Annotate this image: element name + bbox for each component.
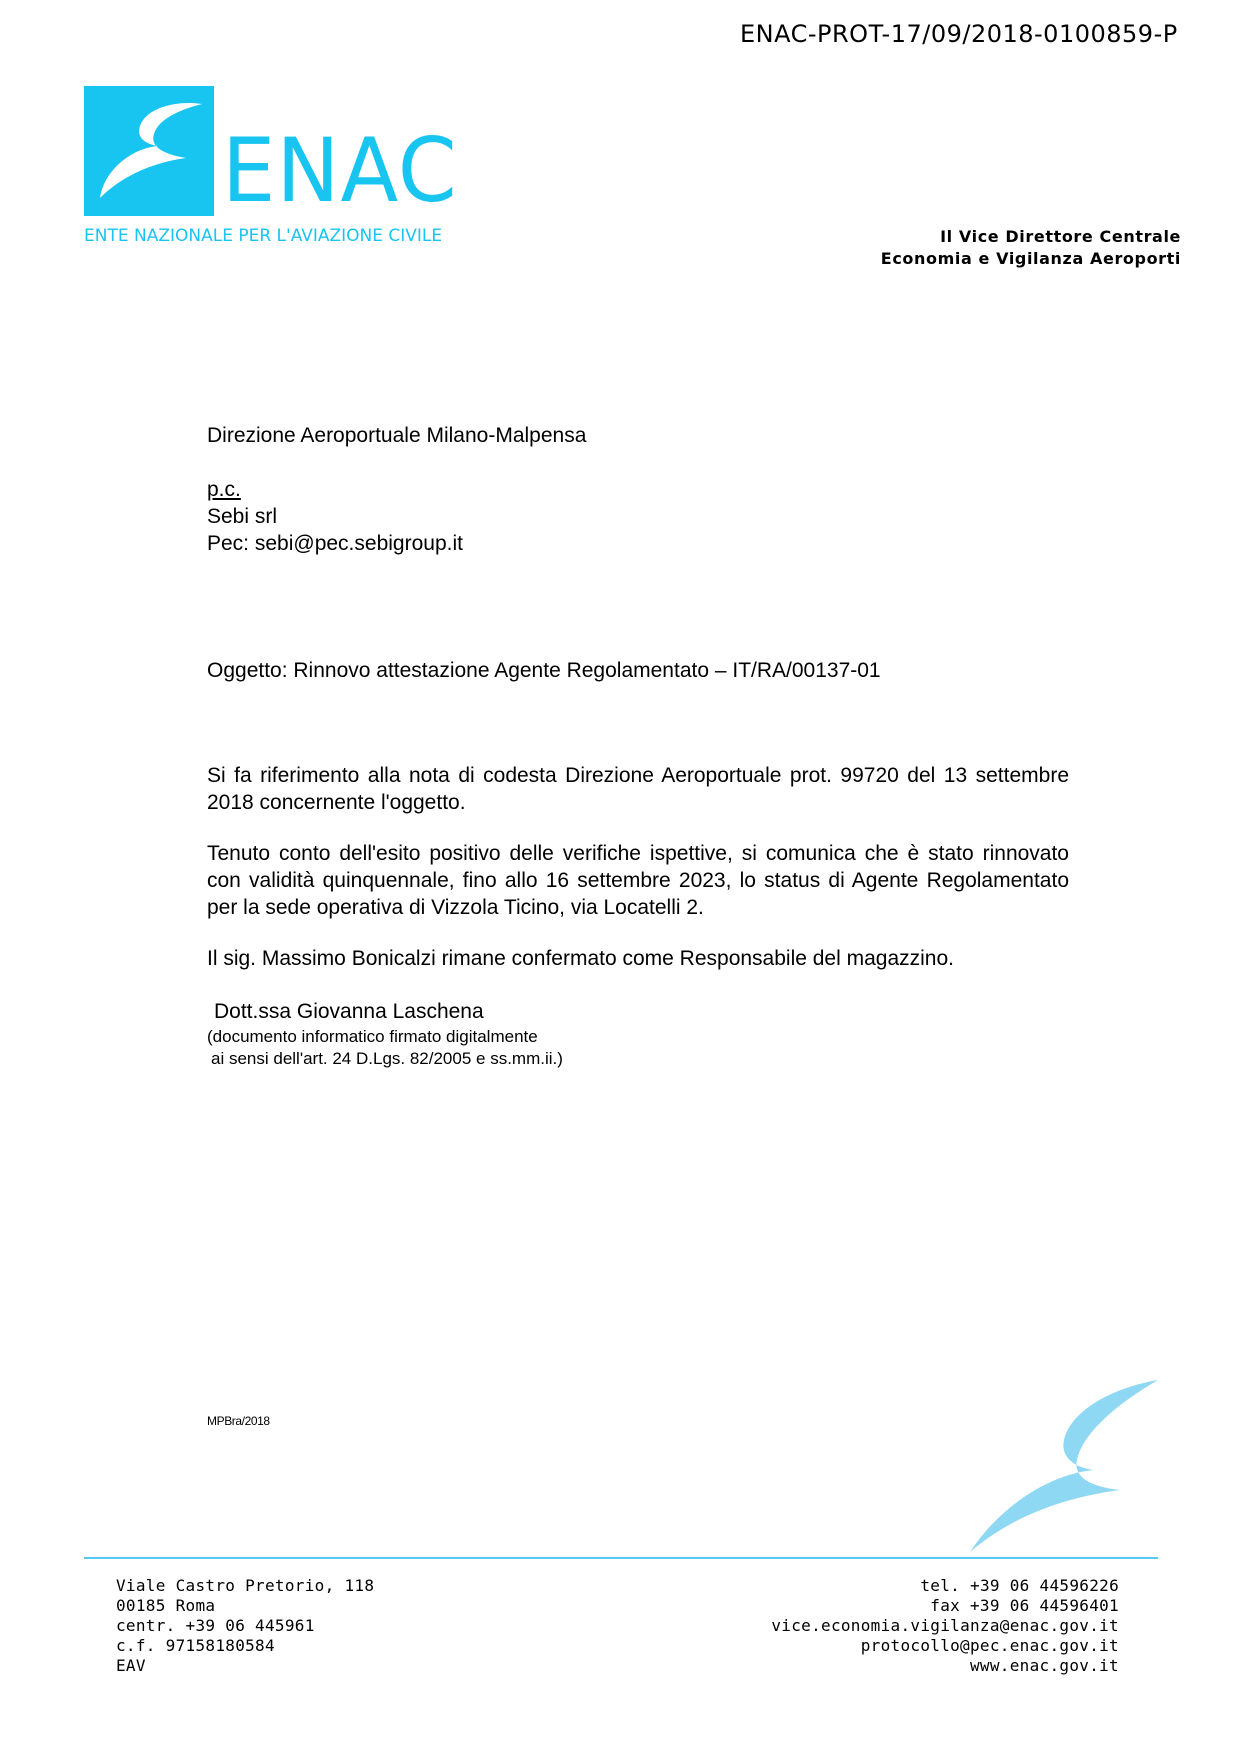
subject: Oggetto: Rinnovo attestazione Agente Regolamentato – IT/RA/00137-01	[207, 659, 881, 682]
footer-left-line: Viale Castro Pretorio, 118	[116, 1576, 375, 1595]
footer-pec[interactable]: protocollo@pec.enac.gov.it	[860, 1636, 1119, 1655]
footer-left-line: EAV	[116, 1656, 146, 1675]
footer-left-line: centr. +39 06 445961	[116, 1616, 315, 1635]
enac-logo-mark-icon	[84, 86, 214, 216]
signer-name: Dott.ssa Giovanna Laschena	[214, 1000, 484, 1023]
body-paragraph-2: Tenuto conto dell'esito positivo delle verifiche ispettive, si comunica che è stato rinnovato con validità quinquennale, fino allo 16 settembre 2023, lo status di Agente Regolamentato per la sede operativa di Vizzola Ticino, via Locatelli 2.	[207, 842, 1069, 919]
body-paragraph-3: Il sig. Massimo Bonicalzi rimane confermato come Responsabile del magazzino.	[207, 947, 954, 970]
enac-swoosh-icon	[960, 1378, 1160, 1558]
reference-code: MPBra/2018	[207, 1414, 270, 1428]
body-paragraph-1: Si fa riferimento alla nota di codesta Direzione Aeroportuale prot. 99720 del 13 settembre 2018 concernente l'oggetto.	[207, 764, 1069, 814]
office-heading	[881, 226, 1181, 270]
cc-name: Sebi srl	[207, 505, 278, 528]
footer-left-line: 00185 Roma	[116, 1596, 216, 1615]
footer-tel: tel. +39 06 44596226	[920, 1576, 1119, 1595]
footer-left-line: c.f. 97158180584	[116, 1636, 275, 1655]
logo-subtitle: ENTE NAZIONALE PER L'AVIAZIONE CIVILE	[84, 226, 443, 246]
recipient: Direzione Aeroportuale Milano-Malpensa	[207, 424, 587, 447]
signature-note-2: ai sensi dell'art. 24 D.Lgs. 82/2005 e ss.mm.ii.)	[211, 1049, 563, 1068]
footer-address	[116, 1576, 374, 1676]
footer-divider	[84, 1557, 1158, 1559]
office-line-2: Economia e Vigilanza Aeroporti	[880, 249, 1181, 268]
logo-word: ENAC	[222, 119, 458, 222]
office-line-1: Il Vice Direttore Centrale	[940, 227, 1181, 246]
footer-email[interactable]: vice.economia.vigilanza@enac.gov.it	[771, 1616, 1119, 1635]
cc-pec: Pec: sebi@pec.sebigroup.it	[207, 532, 463, 555]
cc-label: p.c.	[207, 478, 241, 501]
footer-contacts	[771, 1576, 1119, 1676]
signature-note-1: (documento informatico firmato digitalmente	[207, 1027, 538, 1046]
footer-website[interactable]: www.enac.gov.it	[970, 1656, 1119, 1675]
enac-logo	[84, 86, 458, 256]
footer-fax: fax +39 06 44596401	[930, 1596, 1119, 1615]
protocol-number: ENAC-PROT-17/09/2018-0100859-P	[740, 20, 1178, 48]
